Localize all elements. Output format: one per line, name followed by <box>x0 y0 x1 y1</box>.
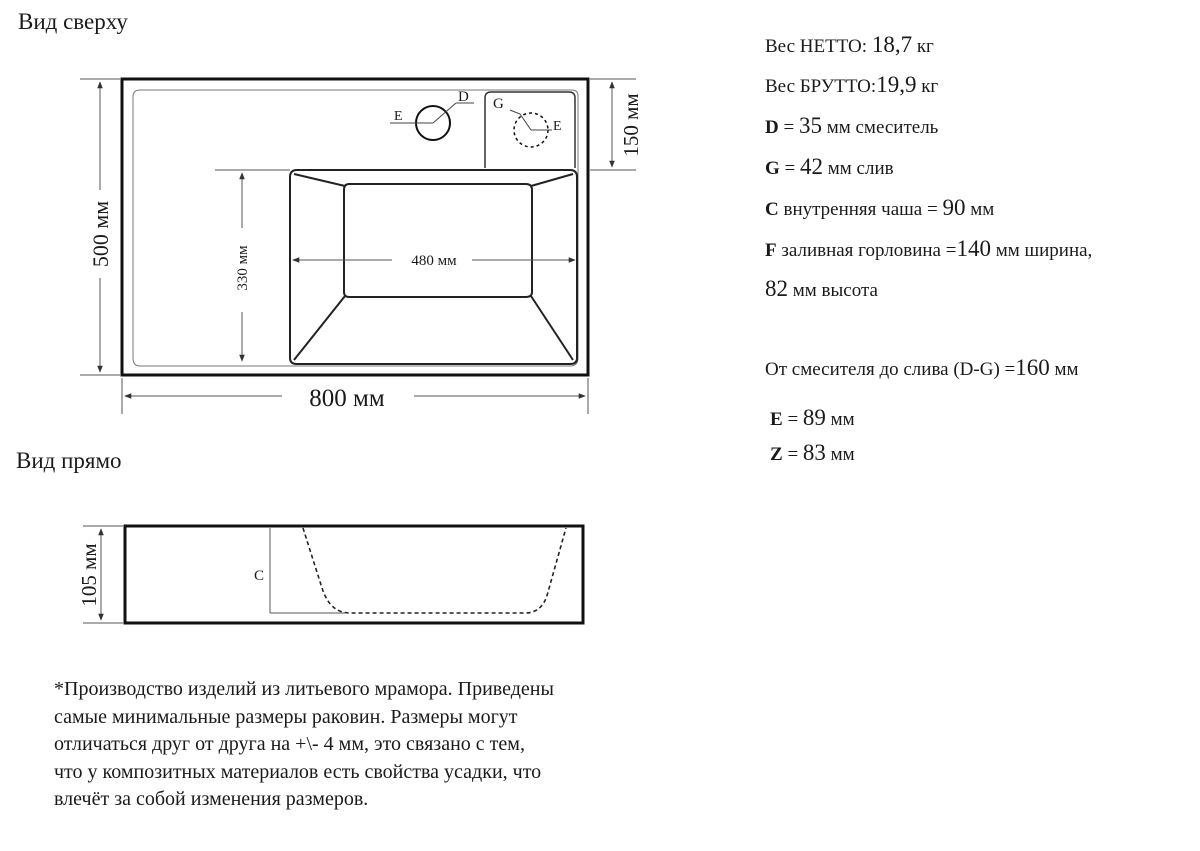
drain-leader-g <box>510 110 531 130</box>
spec-e: E = 89 мм <box>770 405 855 430</box>
spec-d: D = 35 мм смеситель <box>765 113 939 138</box>
top-view <box>18 9 643 414</box>
spec-c: C внутренняя чаша = 90 мм <box>765 195 995 220</box>
top-view-title: Вид сверху <box>18 9 128 34</box>
depth-label: 500 мм <box>88 200 113 268</box>
front-view <box>16 448 583 623</box>
spec-net-weight: Вес НЕТТО: 18,7 кг <box>765 32 934 57</box>
note-line: отличаться друг от друга на +\- 4 мм, это связано с тем, <box>54 733 525 755</box>
marker-g: G <box>493 96 504 112</box>
front-view-title: Вид прямо <box>16 448 122 473</box>
sink-outline <box>122 79 588 375</box>
front-outline <box>125 526 583 623</box>
production-note <box>54 676 694 814</box>
sink-inner-rim <box>133 90 578 366</box>
spec-f: F заливная горловина =140 мм ширина, <box>765 236 1093 261</box>
dimension-bowl-height <box>270 528 345 613</box>
marker-e-left: E <box>394 109 403 124</box>
side-label: 150 мм <box>619 93 643 157</box>
note-line: влечёт за собой изменения размеров. <box>54 788 369 810</box>
note-line: *Производство изделий из литьевого мрамора. Приведены <box>54 678 554 700</box>
spec-gross-weight: Вес БРУТТО:19,9 кг <box>765 72 939 97</box>
bowl-depth-label: 330 мм <box>235 245 251 291</box>
note-line: самые минимальные размеры раковин. Размеры могут <box>54 705 518 728</box>
dimension-bowl-depth <box>215 170 290 361</box>
note-line: что у композитных материалов есть свойства усадки, что <box>54 760 542 783</box>
spec-g: G = 42 мм слив <box>765 154 894 179</box>
marker-c: C <box>254 568 265 584</box>
bowl-width-label: 480 мм <box>411 253 457 269</box>
bowl-profile <box>303 528 566 613</box>
spec-dg: От смесителя до слива (D-G) =160 мм <box>765 355 1079 380</box>
height-label: 105 мм <box>77 543 101 607</box>
marker-d: D <box>458 89 469 105</box>
spec-z: Z = 83 мм <box>770 440 855 465</box>
width-label: 800 мм <box>309 385 385 412</box>
bowl-inner <box>344 184 532 297</box>
spec-f-height: 82 мм высота <box>765 276 878 301</box>
marker-e-right: E <box>553 119 562 134</box>
